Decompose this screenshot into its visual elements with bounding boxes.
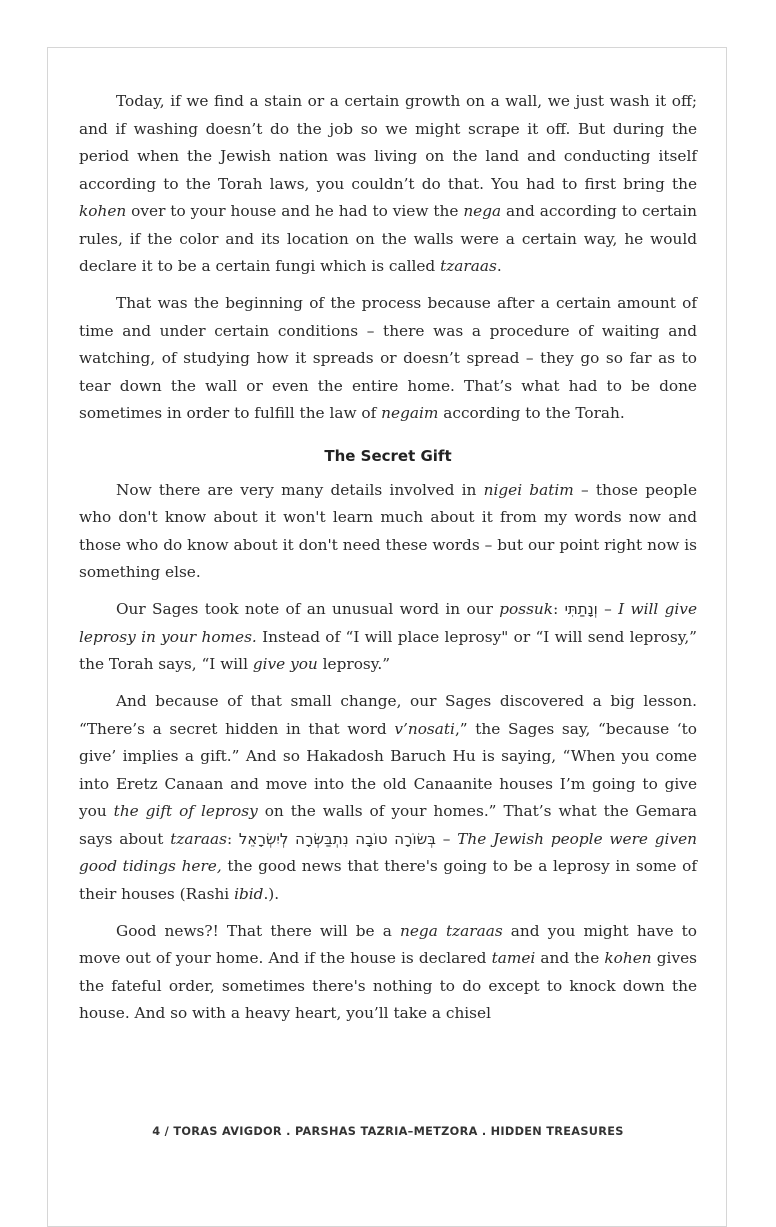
text-run: and the xyxy=(535,949,605,967)
text-run: and you might have to move out of your home. And if the house is declared xyxy=(79,921,697,967)
text-run: gives the fateful order, sometimes there's nothing to do except to knock down the house. And so with a heavy heart, you’ll take a chisel xyxy=(79,949,697,1022)
hebrew-text: וְנָתַתִּי xyxy=(564,600,598,618)
text-run: And because of that small change, our Sages discovered a big lesson. “There’s a secret hidden in that word xyxy=(79,692,697,738)
italic-text: possuk xyxy=(499,600,554,618)
text-run: – xyxy=(435,829,458,848)
italic-text: nega tzaraas xyxy=(400,921,503,940)
text-run: and according to certain rules, if the color and its location on the walls were a certain way, he would declare it to be a certain fungi which is called xyxy=(79,202,697,275)
section-heading: The Secret Gift xyxy=(324,446,452,465)
paragraph xyxy=(79,477,697,587)
text-run: – xyxy=(597,600,619,618)
italic-text: give you xyxy=(252,655,318,673)
paragraph xyxy=(79,688,697,908)
paragraph xyxy=(79,596,697,679)
text-run: : xyxy=(226,829,239,848)
text-run: Today, if we find a stain or a certain growth on a wall, we just wash it off; and if washing doesn’t do the job so we might scrape it off. But during the period when the Jewish nation was living on the land and conducting itself according to the Torah laws, you couldn’t do that. You had to first bring the xyxy=(79,92,697,193)
text-run: the good news that there's going to be a leprosy in some of their houses (Rashi xyxy=(79,857,698,903)
text-run: Our Sages took note of an unusual word in our xyxy=(116,600,500,618)
hebrew-text: בְּשׂוֹרָה טוֹבָה נִתְבַּשְּׂרָה לְיִשְׂרָאֵל xyxy=(238,829,436,848)
text-run: That was the beginning of the process because after a certain amount of time and under certain conditions – there was a procedure of waiting and watching, of studying how it spreads or doesn’t spread – they go so far as to tear down the wall or even the entire home. That’s what had to be done sometimes in order to fulfill the law of xyxy=(79,294,697,422)
text-run: .). xyxy=(263,884,280,903)
text-run: : xyxy=(553,600,565,618)
italic-text: I will give leprosy in your homes. xyxy=(79,600,698,646)
text-run: according to the Torah. xyxy=(438,404,625,422)
text-run: leprosy.” xyxy=(317,655,391,673)
italic-text: ibid xyxy=(234,884,264,903)
italic-text: negaim xyxy=(381,404,439,422)
italic-text: v’nosati xyxy=(394,719,455,738)
paragraph xyxy=(79,88,697,281)
section-secret-gift xyxy=(79,477,697,1028)
paragraph xyxy=(79,290,697,428)
text-run: Now there are very many details involved in xyxy=(116,480,484,499)
italic-text: tzaraas xyxy=(170,829,227,848)
text-run: . xyxy=(496,257,502,275)
text-run: over to your house and he had to view the xyxy=(126,202,464,220)
section-intro xyxy=(79,88,697,428)
italic-text: kohen xyxy=(604,949,652,967)
text-run: – those people who don't know about it won't learn much about it from my words now and those who do know about it don't need these words – but our point right now is something else. xyxy=(79,480,697,581)
text-run: on the walls of your homes.” That’s what the Gemara says about xyxy=(79,802,697,848)
italic-text: tamei xyxy=(491,949,536,967)
paragraph xyxy=(79,918,697,1028)
text-run: Good news?! That there will be a xyxy=(116,921,400,940)
italic-text: the gift of leprosy xyxy=(113,802,258,820)
italic-text: nega xyxy=(463,202,502,220)
page-footer: 4 / TORAS AVIGDOR . PARSHAS TAZRIA–METZORA . HIDDEN TREASURES xyxy=(152,1125,624,1138)
italic-text: The Jewish people were given good tidings here, xyxy=(79,829,697,875)
italic-text: tzaraas xyxy=(440,257,497,275)
page-body xyxy=(79,88,697,1037)
italic-text: nigei batim xyxy=(483,480,574,499)
text-run: Instead of “I will place leprosy" or “I will send leprosy,” the Torah says, “I will xyxy=(79,627,697,673)
text-run: ,” the Sages say, “because ‘to give’ implies a gift.” And so Hakadosh Baruch Hu is saying, “When you come into Eretz Canaan and move into the old Canaanite houses I’m going to give you xyxy=(79,719,698,820)
italic-text: kohen xyxy=(79,202,127,220)
